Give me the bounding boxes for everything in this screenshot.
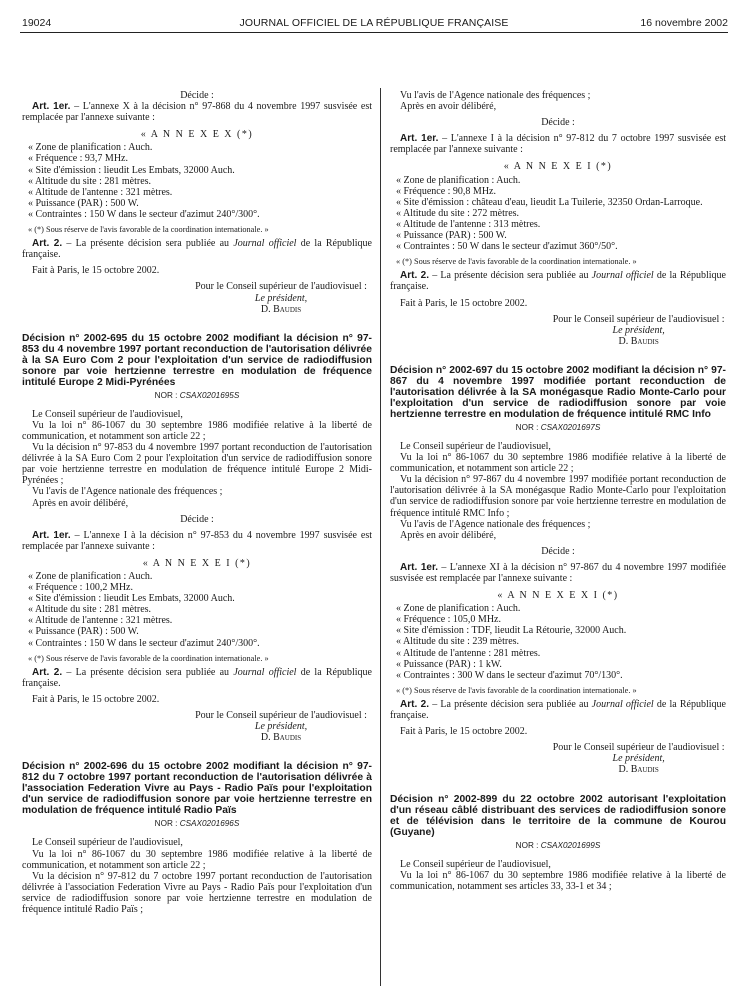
annexe-item: « Altitude du site : 281 mètres. (28, 175, 152, 187)
nor-code: CSAX0201695S (179, 390, 240, 400)
issue-date: 16 novembre 2002 (640, 17, 728, 29)
paragraph: Le Conseil supérieur de l'audiovisuel, (400, 858, 551, 870)
paragraph: Après en avoir délibéré, (32, 497, 129, 509)
nor-reference (390, 840, 726, 851)
signature-line-2 (551, 325, 726, 336)
annexe-item: « Fréquence : 93,7 MHz. (28, 153, 128, 165)
annexe-item: « Contraintes : 150 W dans le secteur d'azimut 240°/300°. (28, 208, 260, 220)
article-label: Art. 1er. (32, 101, 71, 113)
decide-label: Décide : (180, 90, 214, 101)
paragraph: Vu la loi n° 86-1067 du 30 septembre 1986 modifiée relative à la liberté de communication, et notamment son article 22 ; (390, 452, 726, 475)
annexe-item: « Puissance (PAR) : 500 W. (28, 197, 139, 209)
nor-code: CSAX0201699S (540, 840, 601, 850)
paragraph: Vu la décision n° 97-812 du 7 octobre 1997 portant reconduction de l'autorisation délivrée à l'association Federation Vivre au Pays - Radio Païs pour l'exploitation d'un service de radiodiffusion sonore par voie hertzienne terrestre en modulation de fréquence intitulé Radio Païs ; (22, 870, 372, 915)
paragraph: Vu la loi n° 86-1067 du 30 septembre 1986 modifiée relative à la liberté de communication, et notamment son article 22 ; (22, 848, 372, 871)
nor-code: CSAX0201697S (540, 422, 601, 432)
article-1 (390, 562, 726, 584)
article-1 (22, 530, 372, 552)
annexe-item: « Zone de planification : Auch. (396, 174, 521, 186)
fait-a-paris: Fait à Paris, le 15 octobre 2002. (400, 297, 528, 309)
article-text: – La présente décision sera publiée au (62, 238, 234, 250)
fait-a-paris: Fait à Paris, le 15 octobre 2002. (32, 693, 160, 705)
article-2 (22, 238, 372, 260)
signature-name: D. Baudis (618, 764, 659, 776)
annexe-item: « Site d'émission : château d'eau, lieudit La Tuilerie, 32350 Ordan-Larroque. (396, 196, 703, 208)
article-text-end: de la République française. (390, 270, 726, 293)
paragraph: Vu l'avis de l'Agence nationale des fréquences ; (400, 518, 591, 530)
article-label: Art. 1er. (32, 529, 71, 541)
signature-line-1: Pour le Conseil supérieur de l'audiovisuel : (195, 281, 367, 293)
article-text-end: de la République française. (390, 698, 726, 722)
decision-heading: Décision n° 2002-899 du 22 octobre 2002 autorisant l'exploitation d'un réseau câblé distribuant des services de radiodiffusion sonore et de télévision dans le territoire de la commune de Kourou (Guyane) (390, 793, 726, 838)
annexe-item: « Puissance (PAR) : 500 W. (396, 230, 507, 242)
paragraph: Vu la décision n° 97-867 du 4 novembre 1997 modifiée portant reconduction de l'autorisation délivrée à la SA monégasque Radio Monte-Carlo pour l'exploitation d'un service de radiodiffusion sonore par voie hertzienne terrestre en modulation de fréquence intitulé RMC Info ; (390, 474, 726, 519)
article-label: Art. 1er. (400, 133, 439, 145)
decide-label: Décide : (180, 513, 214, 525)
signature-line-2 (190, 721, 372, 732)
article-label: Art. 1er. (400, 561, 439, 573)
decision-heading: Décision n° 2002-696 du 15 octobre 2002 modifiant la décision n° 97-812 du 7 octobre 1997 portant reconduction de l'autorisation délivrée à l'association Federation Vivre au Pays - Radio Païs pour l'exploitation d'un service de radiodiffusion sonore par voie hertzienne terrestre en modulation de fréquence intitulé Radio Païs (22, 761, 372, 817)
annexe-item: « Contraintes : 300 W dans le secteur d'azimut 70°/130°. (396, 669, 623, 681)
annexe-item: « Altitude de l'antenne : 321 mètres. (28, 186, 173, 198)
signature-title: Le président, (254, 292, 308, 304)
paragraph: Le Conseil supérieur de l'audiovisuel, (32, 408, 183, 420)
journal-name: Journal officiel (591, 270, 654, 282)
annexe-item: « Zone de planification : Auch. (396, 603, 521, 615)
journal-title: JOURNAL OFFICIEL DE LA RÉPUBLIQUE FRANÇAISE (239, 17, 509, 29)
signature-title: Le président, (612, 753, 665, 765)
article-1 (22, 101, 372, 123)
nor-label: NOR : (515, 422, 541, 432)
article-text-end: de la République française. (22, 666, 372, 689)
signature-name: D. Baudis (260, 303, 302, 315)
annexe-item: « Contraintes : 150 W dans le secteur d'azimut 240°/300°. (28, 637, 260, 649)
article-2 (390, 270, 726, 292)
right-column (390, 90, 726, 892)
signature-title: Le président, (254, 721, 308, 733)
paragraph: Vu la loi n° 86-1067 du 30 septembre 1986 modifiée relative à la liberté de communication, notamment ses articles 33, 33-1 et 34 ; (390, 869, 726, 892)
nor-reference (390, 422, 726, 433)
annexe-item: « Altitude de l'antenne : 313 mètres. (396, 218, 541, 230)
article-text-end: de la République française. (22, 238, 372, 261)
decide-label: Décide : (541, 117, 575, 129)
signature-name: D. Baudis (618, 335, 659, 347)
annexe-item: « Site d'émission : lieudit Les Embats, 32000 Auch. (28, 164, 235, 176)
article-label: Art. 2. (400, 698, 430, 710)
signature-line-1: Pour le Conseil supérieur de l'audiovisuel : (552, 313, 725, 325)
annexe-item: « Altitude du site : 272 mètres. (396, 207, 520, 219)
signature-line-2 (190, 293, 372, 304)
article-label: Art. 2. (32, 238, 63, 250)
annexe-item: « Puissance (PAR) : 500 W. (28, 626, 139, 638)
annexe-note: « (*) Sous réserve de l'avis favorable de la coordination internationale. » (28, 225, 269, 235)
nor-reference (22, 390, 372, 401)
nor-code: CSAX0201696S (179, 819, 240, 829)
left-column (22, 90, 372, 915)
paragraph: Le Conseil supérieur de l'audiovisuel, (400, 440, 551, 452)
article-label: Art. 2. (400, 270, 430, 282)
article-text: – La présente décision sera publiée au (429, 698, 592, 710)
annexe-title: « A N N E X E I (*) (503, 161, 613, 173)
signature-line-1: Pour le Conseil supérieur de l'audiovisuel : (552, 742, 725, 754)
annexe-title: « A N N E X E I (*) (142, 557, 252, 569)
header-rule (20, 32, 728, 33)
annexe-item: « Zone de planification : Auch. (28, 142, 153, 154)
annexe-item: « Puissance (PAR) : 1 kW. (396, 658, 502, 670)
paragraph: Vu la loi n° 86-1067 du 30 septembre 1986 modifiée relative à la liberté de communication, et notamment son article 22 ; (22, 419, 372, 442)
article-text: – La présente décision sera publiée au (429, 270, 592, 282)
annexe-note: « (*) Sous réserve de l'avis favorable de la coordination internationale. » (396, 685, 637, 695)
article-text: – L'annexe X à la décision n° 97-868 du 4 novembre 1997 susvisée est remplacée par l'annexe suivante : (22, 101, 372, 124)
paragraph: Vu l'avis de l'Agence nationale des fréquences ; (400, 90, 591, 101)
annexe-item: « Altitude du site : 281 mètres. (28, 604, 152, 616)
article-text: – L'annexe XI à la décision n° 97-867 du 4 novembre 1997 modifiée susvisée est remplacée par l'annexe suivante : (390, 561, 726, 584)
paragraph: Après en avoir délibéré, (400, 101, 497, 113)
nor-label: NOR : (515, 840, 541, 850)
article-text: – L'annexe I à la décision n° 97-853 du 4 novembre 1997 susvisée est remplacée par l'annexe suivante : (22, 529, 372, 552)
annexe-item: « Altitude de l'antenne : 281 mètres. (396, 647, 541, 659)
journal-name: Journal officiel (591, 698, 654, 710)
annexe-title: « A N N E X E X (*) (140, 129, 254, 141)
article-text: – L'annexe I à la décision n° 97-812 du 7 octobre 1997 susvisée est remplacée par l'annexe suivante : (390, 133, 726, 156)
signature-line-2 (551, 753, 726, 764)
journal-name: Journal officiel (233, 238, 297, 250)
annexe-item: « Site d'émission : TDF, lieudit La Rétourie, 32000 Auch. (396, 625, 627, 637)
annexe-item: « Fréquence : 90,8 MHz. (396, 185, 496, 197)
fait-a-paris: Fait à Paris, le 15 octobre 2002. (32, 265, 160, 277)
page-number: 19024 (22, 17, 52, 29)
annexe-item: « Contraintes : 50 W dans le secteur d'azimut 360°/50°. (396, 241, 618, 253)
article-2 (390, 699, 726, 721)
nor-label: NOR : (154, 819, 180, 829)
annexe-item: « Altitude de l'antenne : 321 mètres. (28, 615, 173, 627)
article-text: – La présente décision sera publiée au (62, 666, 234, 678)
paragraph: Le Conseil supérieur de l'audiovisuel, (32, 837, 183, 849)
annexe-title: « A N N E X E X I (*) (497, 590, 619, 602)
annexe-note: « (*) Sous réserve de l'avis favorable de la coordination internationale. » (396, 257, 637, 267)
decision-heading: Décision n° 2002-695 du 15 octobre 2002 modifiant la décision n° 97-853 du 4 novembre 1997 portant reconduction de l'autorisation délivrée à la SA Euro Com 2 pour l'exploitation d'un service de radiodiffusion sonore par voie hertzienne terrestre en modulation de fréquence intitulé Europe 2 Midi-Pyrénées (22, 332, 372, 388)
signature-line-1: Pour le Conseil supérieur de l'audiovisuel : (195, 710, 367, 722)
decision-heading: Décision n° 2002-697 du 15 octobre 2002 modifiant la décision n° 97-867 du 4 novembre 1997 modifiée portant reconduction de l'autorisation délivrée à la SA monégasque Radio Monte-Carlo pour l'exploitation d'un service de radiodiffusion sonore par voie hertzienne terrestre en modulation de fréquence intitulé RMC Info (390, 364, 726, 420)
nor-label: NOR : (154, 390, 180, 400)
paragraph: Vu la décision n° 97-853 du 4 novembre 1997 portant reconduction de l'autorisation délivrée à la SA Euro Com 2 pour l'exploitation d'un service de radiodiffusion sonore par voie hertzienne terrestre en modulation de fréquence intitulé Europe 2 Midi-Pyrénées ; (22, 442, 372, 487)
article-label: Art. 2. (32, 666, 63, 678)
annexe-item: « Altitude du site : 239 mètres. (396, 636, 520, 648)
annexe-item: « Zone de planification : Auch. (28, 571, 153, 582)
annexe-item: « Fréquence : 105,0 MHz. (396, 614, 501, 626)
nor-reference (22, 818, 372, 829)
annexe-note: « (*) Sous réserve de l'avis favorable de la coordination internationale. » (28, 653, 269, 663)
annexe-item: « Site d'émission : lieudit Les Embats, 32000 Auch. (28, 593, 235, 605)
journal-name: Journal officiel (233, 666, 297, 678)
article-1 (390, 133, 726, 155)
paragraph: Vu l'avis de l'Agence nationale des fréquences ; (32, 486, 223, 498)
column-divider (380, 88, 381, 986)
decide-label: Décide : (541, 545, 575, 557)
signature-title: Le président, (612, 324, 665, 336)
fait-a-paris: Fait à Paris, le 15 octobre 2002. (400, 726, 528, 738)
article-2 (22, 667, 372, 689)
signature-name: D. Baudis (260, 732, 302, 744)
annexe-item: « Fréquence : 100,2 MHz. (28, 582, 133, 594)
paragraph: Après en avoir délibéré, (400, 529, 497, 541)
